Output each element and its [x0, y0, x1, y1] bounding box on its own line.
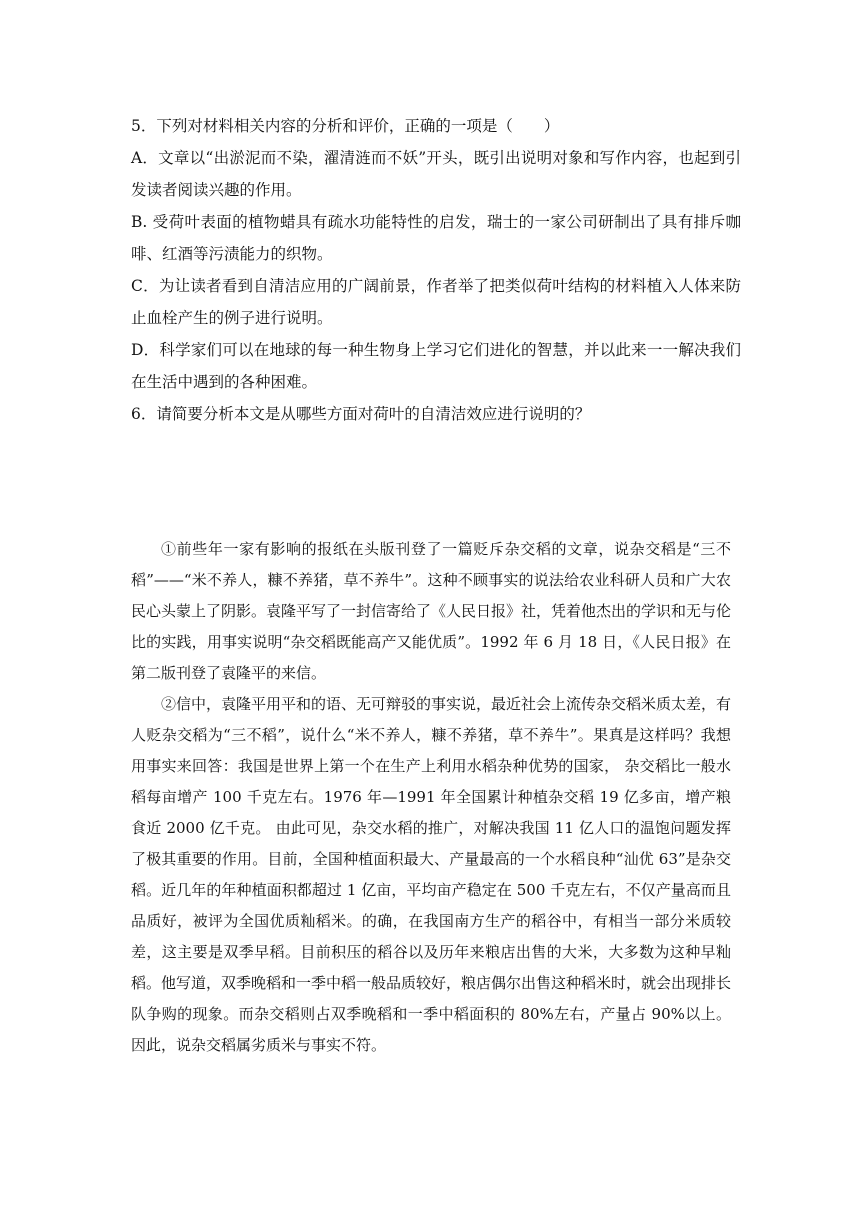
passage-paragraph-1: ①前些年一家有影响的报纸在头版刊登了一篇贬斥杂交稻的文章，说杂交稻是“三不稻”——“米不养人，糠不养猪，草不养牛”。这种不顾事实的说法给农业科研人员和广大农民心头蒙上了阴影。袁隆平写了一封信寄给了《人民日报》社，凭着他杰出的学识和无与伦比的实践，用事实说明“杂交稻既能高产又能优质”。1992 年 6 月 18 日，《人民日报》在第二版刊登了袁隆平的来信。 [131, 540, 732, 682]
passage-paragraph-2: ②信中，袁隆平用平和的语、无可辩驳的事实说，最近社会上流传杂交稻米质太差，有人贬杂交稻为“三不稻”，说什么“米不养人，糠不养猪，草不养牛”。果真是这样吗？我想用事实来回答：我国是世界上第一个在生产上利用水稻杂种优势的国家， 杂交稻比一般水稻每亩增产 100 千克左右。1976 年—1991 年全国累计种植杂交稻 19 亿多亩，增产粮食近 2000 亿千克。 由此可见，杂交水稻的推广，对解决我国 11 亿人口的温饱问题发挥了极其重要的作用。目前，全国种植面积最大、产量最高的一个水稻良种“汕优 63”是杂交稻。近几年的年种植面积都超过 1 亿亩，平均亩产稳定在 500 千克左右，不仅产量高而且品质好，被评为全国优质籼稻米。的确，在我国南方生产的稻谷中，有相当一部分米质较差，这主要是双季早稻。目前积压的稻谷以及历年来粮店出售的大米，大多数为这种早籼稻。他写道，双季晚稻和一季中稻一般品质较好，粮店偶尔出售这种稻米时，就会出现排长队争购的现象。而杂交稻则占双季晚稻和一季中稻面积的 80%左右，产量占 90%以上。因此，说杂交稻属劣质米与事实不符。 [131, 695, 732, 1054]
reading-passage [131, 534, 731, 1061]
question-5-option-a: A．文章以“出淤泥而不染，濯清涟而不妖”开头，既引出说明对象和写作内容，也起到引发读者阅读兴趣的作用。 [131, 149, 741, 199]
questions-section [131, 110, 741, 430]
question-5-option-d: D．科学家们可以在地球的每一种生物身上学习它们进化的智慧，并以此来一一解决我们在生活中遇到的各种困难。 [131, 341, 741, 391]
question-5-option-b: B. 受荷叶表面的植物蜡具有疏水功能特性的启发，瑞士的一家公司研制出了具有排斥咖啡、红酒等污渍能力的织物。 [131, 213, 741, 263]
question-6-stem: 6．请简要分析本文是从哪些方面对荷叶的自清洁效应进行说明的？ [131, 405, 591, 423]
question-5-option-c: C．为让读者看到自清洁应用的广阔前景，作者举了把类似荷叶结构的材料植入人体来防止血栓产生的例子进行说明。 [131, 277, 741, 327]
question-5-stem: 5．下列对材料相关内容的分析和评价，正确的一项是（ ） [131, 117, 560, 135]
